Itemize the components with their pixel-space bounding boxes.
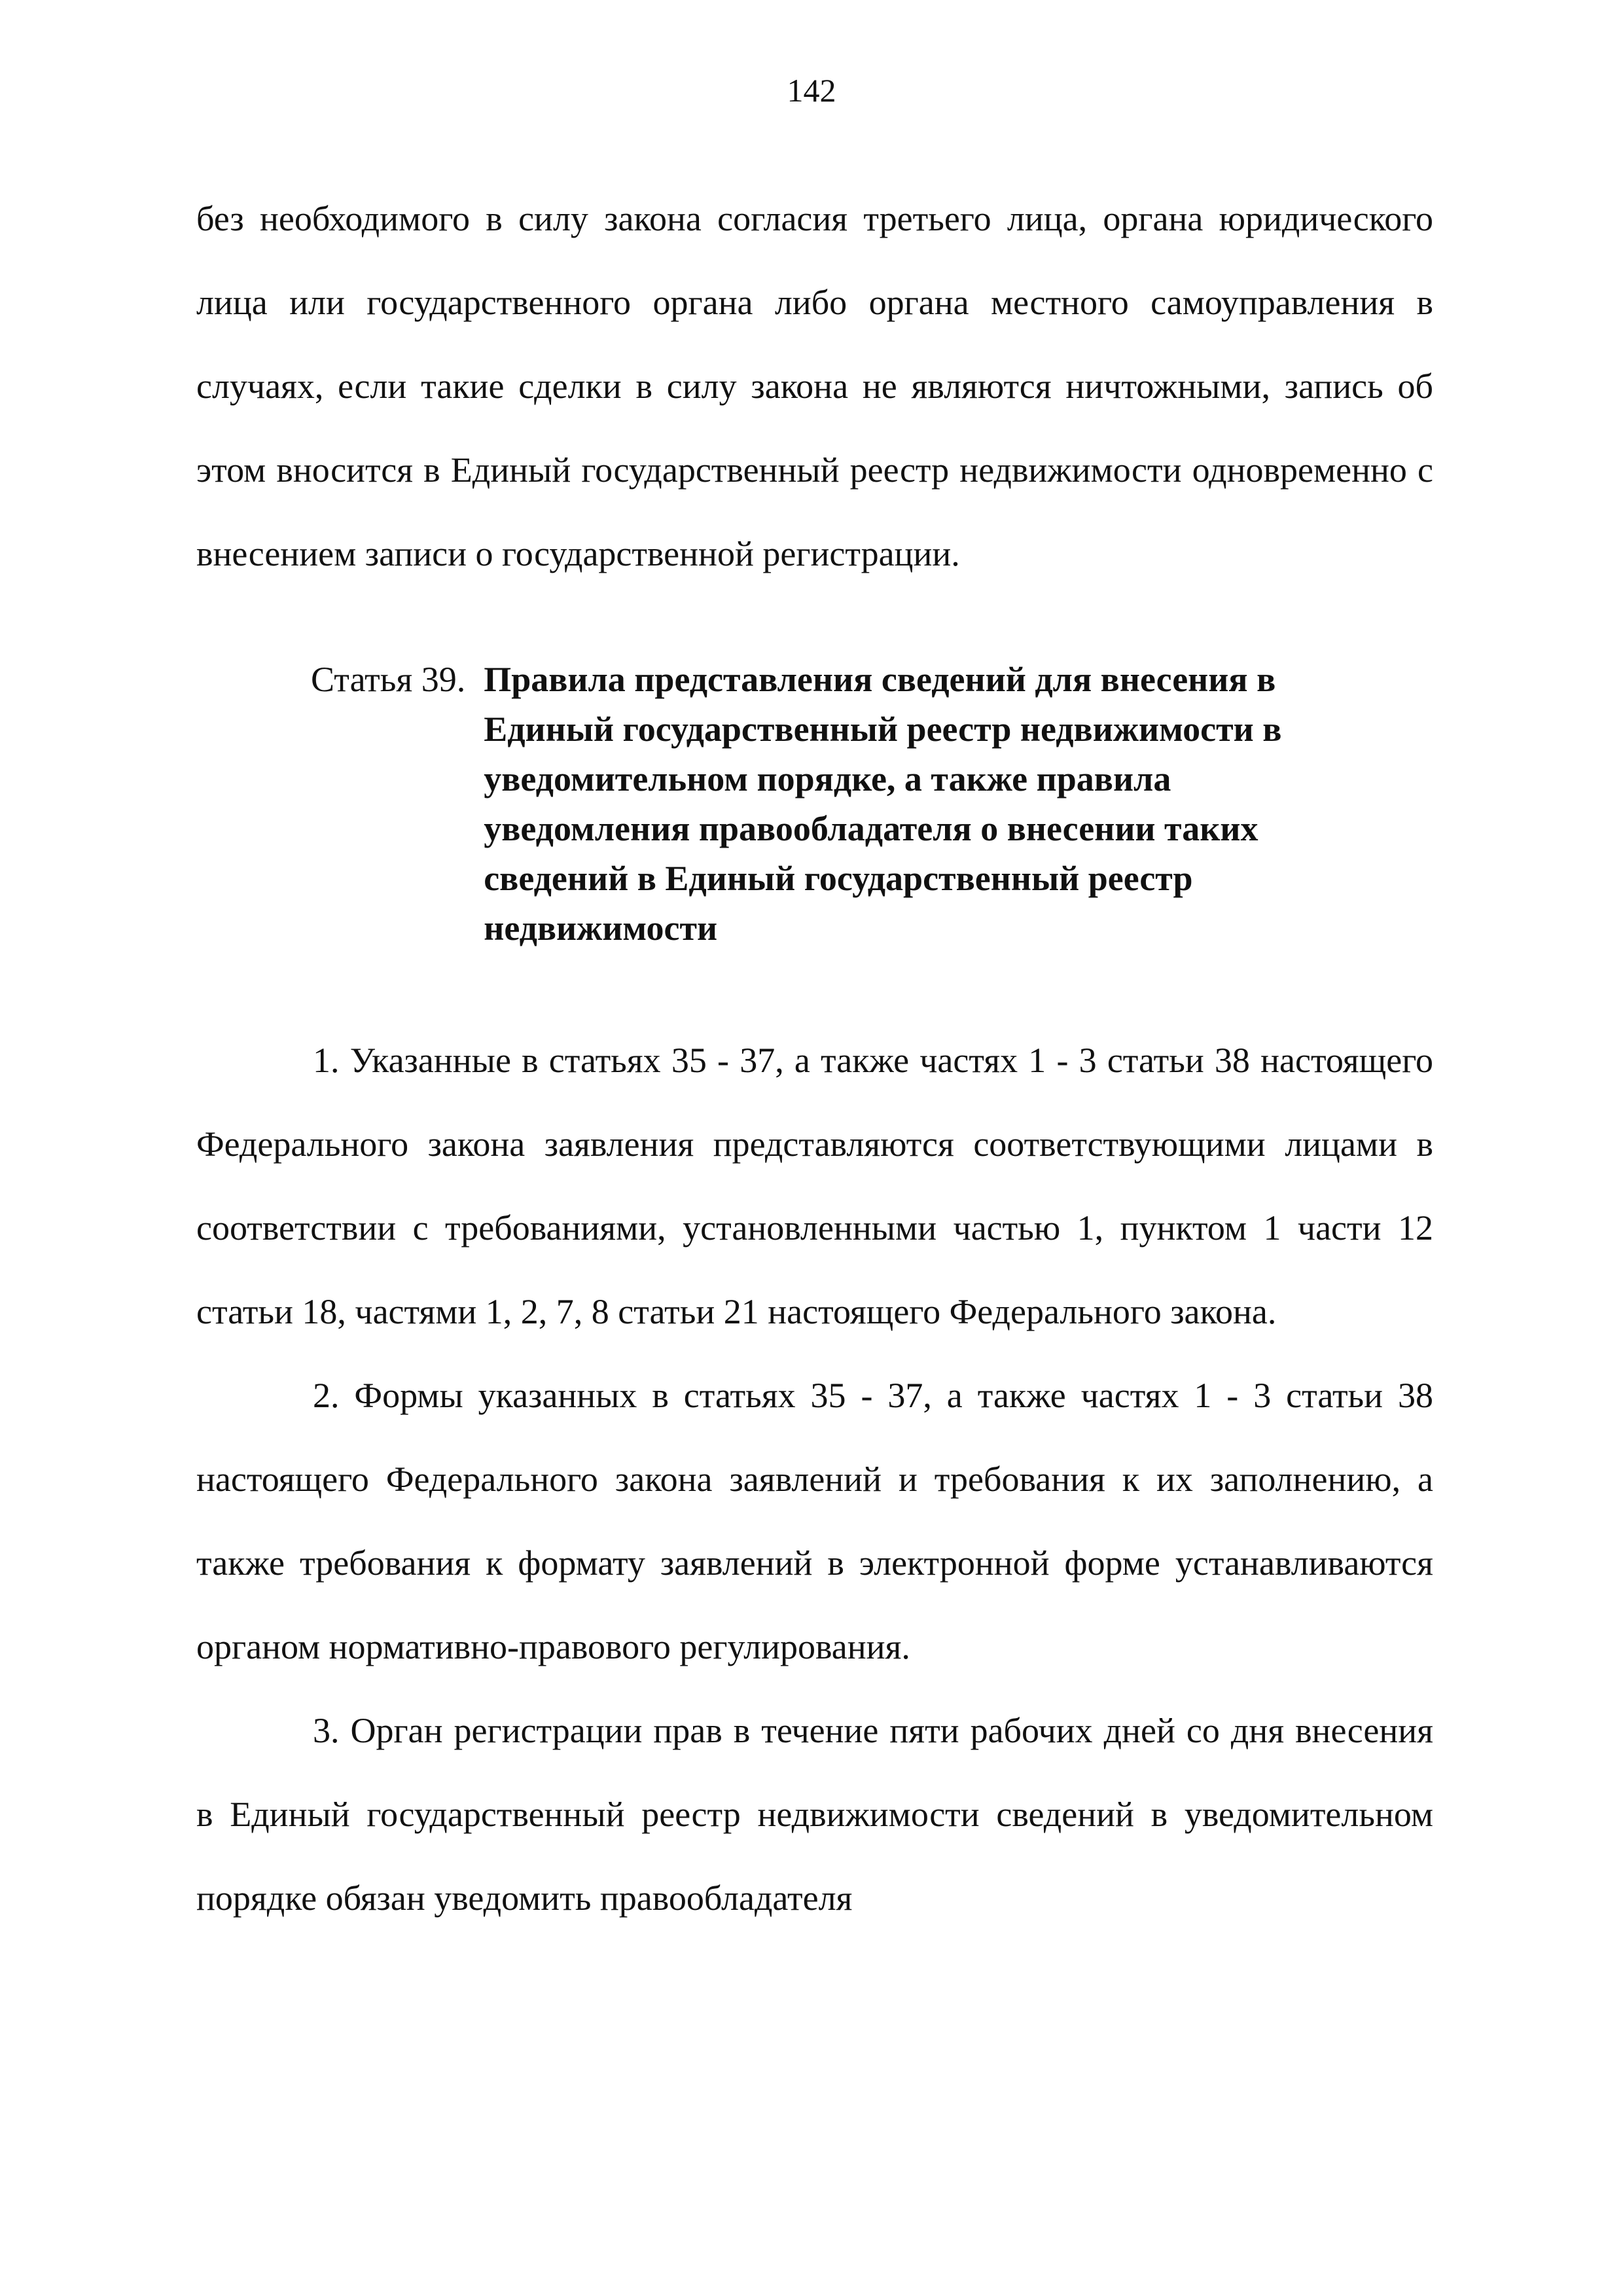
page-number: 142 [787,72,836,109]
article-heading [196,655,1433,953]
intro-paragraph: без необходимого в силу закона согласия третьего лица, органа юридического лица или государственного органа либо органа местного самоуправления в случаях, если такие сделки в силу закона не являются ничтожными, запись об этом вносится в Единый государственный реестр недвижимости одновременно с внесением записи о государственной регистрации. [196,199,1433,573]
document-body [196,177,1433,1940]
paragraph-1: 1. Указанные в статьях 35 - 37, а также частях 1 - 3 статьи 38 настоящего Федерального закона заявления представляются соответствующими лицами в соответствии с требованиями, установленными частью 1, пунктом 1 части 12 статьи 18, частями 1, 2, 7, 8 статьи 21 настоящего Федерального закона. [196,1041,1433,1331]
paragraph-2: 2. Формы указанных в статьях 35 - 37, а также частях 1 - 3 статьи 38 настоящего Федерального закона заявлений и требования к их заполнению, а также требования к формату заявлений в электронной форме устанавливаются органом нормативно-правового регулирования. [196,1376,1433,1666]
article-label: Статья 39. [311,660,466,699]
paragraph-3: 3. Орган регистрации прав в течение пяти рабочих дней со дня внесения в Единый государственный реестр недвижимости сведений в уведомительном порядке обязан уведомить правообладателя [196,1711,1433,1918]
article-title: Правила представления сведений для внесения в Единый государственный реестр недвижимости в уведомительном порядке, а также правила уведомления правообладателя о внесении таких сведений в Единый государственный реестр недвижимости [484,660,1282,948]
